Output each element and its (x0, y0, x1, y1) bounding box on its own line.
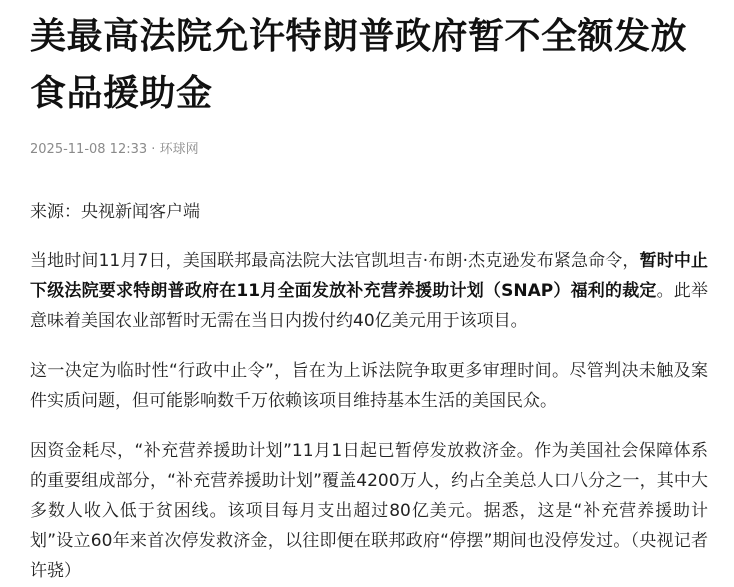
paragraph-2: 这一决定为临时性“行政中止令”，旨在为上诉法院争取更多审理时间。尽管判决未触及案件实质问题，但可能影响数千万依赖该项目维持基本生活的美国民众。 (30, 361, 708, 411)
paragraph-1-lead: 当地时间11月7日，美国联邦最高法院大法官凯坦吉·布朗·杰克逊发布紧急命令， (30, 251, 640, 271)
paragraph-1-tail: 。此举意味着美国农业部暂时无需在当日内拨付约40亿美元用于该项目。 (30, 281, 708, 331)
publisher-name[interactable]: 环球网 (159, 142, 199, 157)
paragraph-3: 因资金耗尽，“补充营养援助计划”11月1日起已暂停发放救济金。作为美国社会保障体系的重要组成部分，“补充营养援助计划”覆盖4200万人，约占全美总人口八分之一，其中大多数人收入低于贫困线。该项目每月支出超过80亿美元。据悉，这是“补充营养援助计划”设立60年来首次停发救济金，以往即便在联邦政府“停摆”期间也没停发过。（央视记者 许骁） (30, 441, 708, 581)
article-title: 美最高法院允许特朗普政府暂不全额发放食品援助金 (30, 16, 688, 114)
paragraph-1 (30, 246, 708, 336)
article-meta (30, 141, 708, 159)
paragraph-1-highlight: 暂时中止下级法院要求特朗普政府在11月全面发放补充营养援助计划（SNAP）福利的裁定 (30, 251, 708, 301)
publish-datetime: 2025-11-08 12:33 (30, 142, 148, 157)
source-line: 来源：央视新闻客户端 (30, 202, 200, 222)
meta-separator: · (147, 142, 160, 157)
